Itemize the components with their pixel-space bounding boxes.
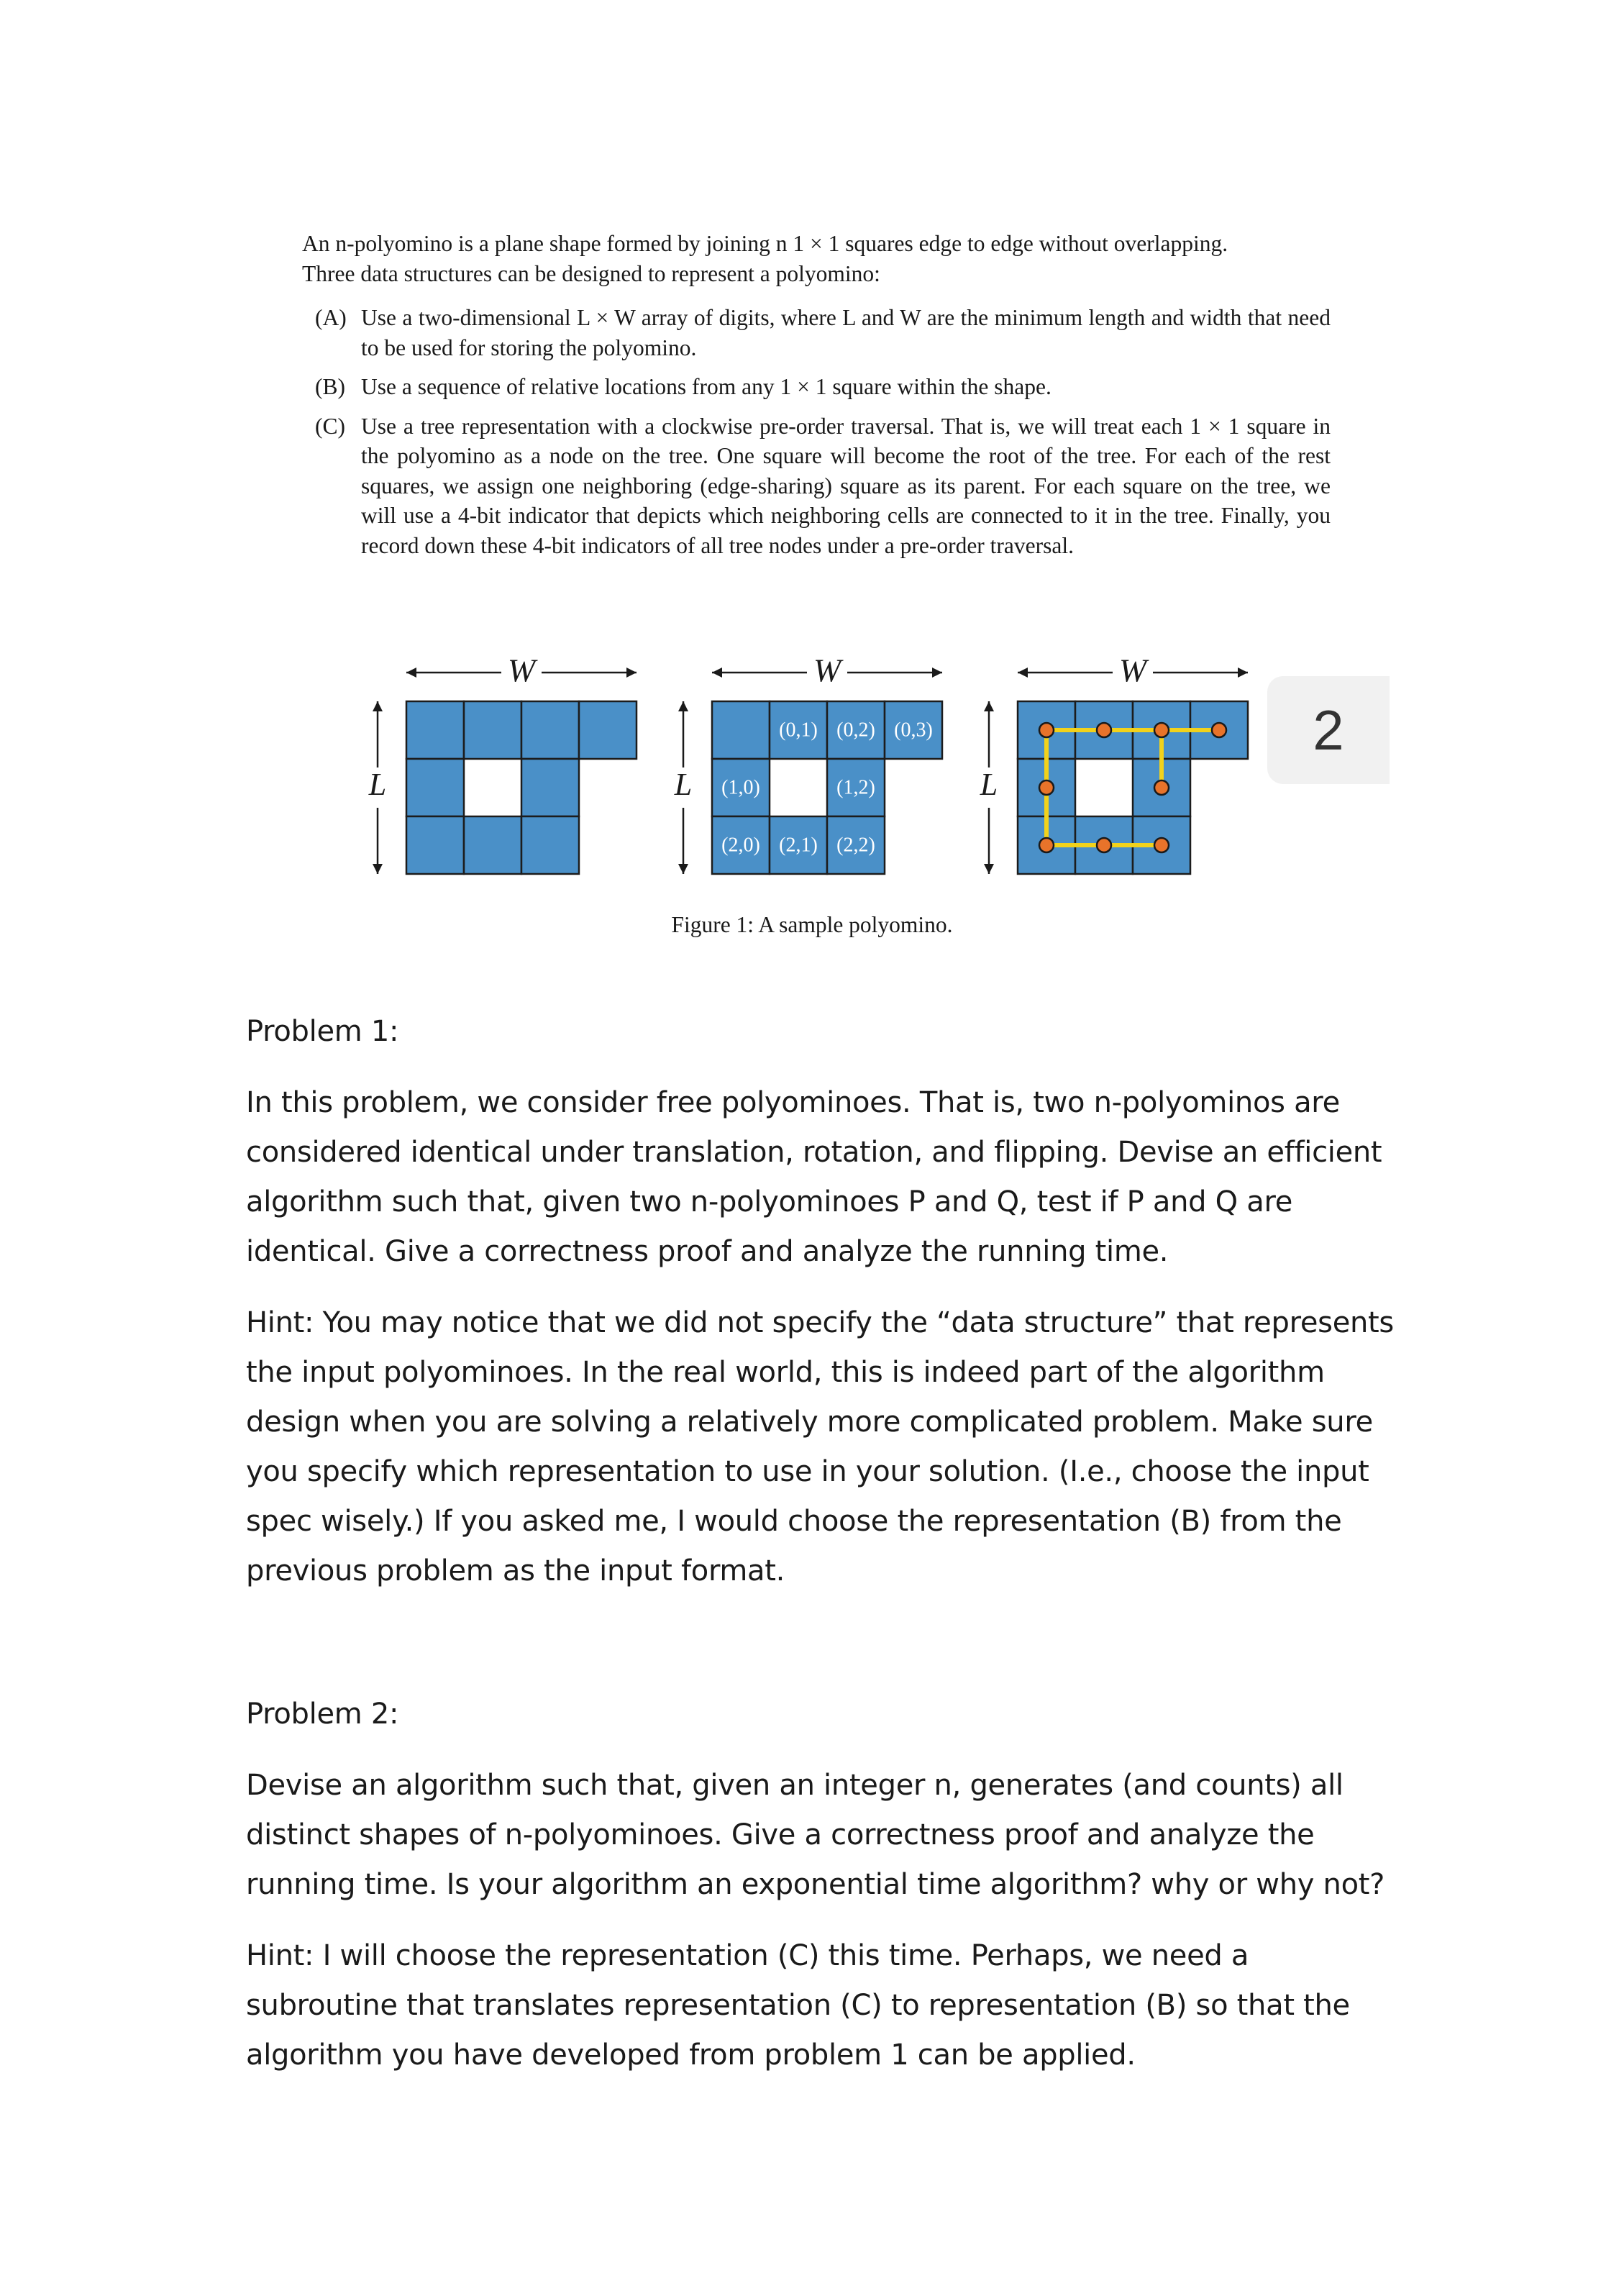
problem-2-hint-line: subroutine that translates representation (C) to representation (B) so that the [246,1989,1350,2022]
arrowhead [932,668,942,678]
problem-1-hint-line: the input polyominoes. In the real world, this is indeed part of the algorithm [246,1356,1325,1389]
problem-1-hint-line: design when you are solving a relatively more complicated problem. Make sure [246,1406,1373,1439]
tree-node [1039,723,1054,737]
tree-node [1212,723,1226,737]
polyomino-cell [521,701,579,759]
problem-2-hint [246,1931,1397,2080]
problem-1-hint-line: spec wisely.) If you asked me, I would choose the representation (B) from the [246,1505,1342,1538]
arrowhead [1238,668,1248,678]
intro-line-1: An n-polyomino is a plane shape formed by joining n 1 × 1 squares edge to edge without overlapping. [302,231,1228,256]
tree-node [1097,723,1111,737]
option-c [302,411,1331,561]
cell-coordinate-label: (2,1) [779,834,818,857]
polyomino-cell [521,816,579,874]
arrowhead [712,668,722,678]
polyomino-cell [406,816,464,874]
problem-1-line: identical. Give a correctness proof and analyze the running time. [246,1235,1169,1268]
problem-2-line: running time. Is your algorithm an exponential time algorithm? why or why not? [246,1868,1385,1901]
arrowhead [406,668,416,678]
cell-coordinate-label: (2,2) [836,834,875,857]
problem-1-line: considered identical under translation, rotation, and flipping. Devise an efficient [246,1136,1382,1169]
option-c-text: Use a tree representation with a clockwise pre-order traversal. That is, we will treat each 1 × 1 square in the polyomino as a node on the tree. One square will become the root of the tree. For each of the rest squares, we assign one neighboring (edge-sharing) square as its parent. For each square on the tree, we will use a 4-bit indicator that depicts which neighboring cells are connected to it in the tree. Finally, you record down these 4-bit indicators of all tree nodes under a pre-order traversal. [361,413,1331,558]
polyomino-cell [521,759,579,816]
arrowhead [678,701,688,711]
option-b-text: Use a sequence of relative locations from any 1 × 1 square within the shape. [361,374,1052,399]
problems-body [246,1007,1397,2102]
cell-coordinate-label: (0,3) [894,719,933,742]
tree-node [1154,780,1169,795]
arrowhead [678,864,688,874]
problem-1-hint-line: previous problem as the input format. [246,1554,785,1587]
option-a-label: (A) [315,305,347,330]
polyomino-cell [406,759,464,816]
tree-node [1154,838,1169,852]
option-list [302,303,1331,560]
width-label: W [1118,652,1147,689]
problem-2-heading: Problem 2: [246,1698,399,1731]
polyomino-cell [464,816,521,874]
cell-coordinate-label: (0,1) [779,719,818,742]
problem-statement [302,229,1331,570]
width-label: W [813,652,841,689]
length-label: L [980,767,998,803]
problem-1-hint [246,1298,1397,1596]
option-a-text: Use a two-dimensional L × W array of digits, where L and W are the minimum length and width that need to be used for storing the polyomino. [361,305,1331,360]
problem-1-heading: Problem 1: [246,1015,399,1048]
arrowhead [373,864,383,874]
arrowhead [984,701,994,711]
arrowhead [1018,668,1028,678]
cell-coordinate-label: (0,2) [836,719,875,742]
polyomino-cell [406,701,464,759]
length-label: L [368,767,387,803]
width-label: W [507,652,536,689]
page-number-badge: 2 [1267,676,1390,784]
figure-caption: Figure 1: A sample polyomino. [671,912,953,937]
problem-1-line: algorithm such that, given two n-polyominoes P and Q, test if P and Q are [246,1185,1293,1218]
problem-2-line: Devise an algorithm such that, given an integer n, generates (and counts) all [246,1769,1344,1802]
option-a [302,303,1331,363]
polyomino-cell [712,701,770,759]
tree-node [1097,838,1111,852]
problem-1-statement [246,1078,1397,1277]
cell-coordinate-label: (2,0) [721,834,760,857]
tree-node [1039,780,1054,795]
polyomino-cell [579,701,637,759]
arrowhead [626,668,637,678]
intro-line-2: Three data structures can be designed to represent a polyomino: [302,260,880,286]
tree-node [1154,723,1169,737]
option-b-label: (B) [315,374,345,399]
cell-coordinate-label: (1,0) [721,776,760,799]
tree-node [1039,838,1054,852]
problem-1-line: In this problem, we consider free polyominoes. That is, two n-polyominos are [246,1086,1340,1119]
problem-2-line: distinct shapes of n-polyominoes. Give a correctness proof and analyze the [246,1818,1315,1851]
problem-2-hint-line: algorithm you have developed from problem 1 can be applied. [246,2038,1136,2072]
length-label: L [674,767,693,803]
arrowhead [984,864,994,874]
problem-2-statement [246,1761,1397,1910]
problem-2-hint-line: Hint: I will choose the representation (C) this time. Perhaps, we need a [246,1939,1249,1972]
problem-1-hint-line: Hint: You may notice that we did not specify the “data structure” that represents [246,1306,1394,1339]
problem-1-hint-line: you specify which representation to use in your solution. (I.e., choose the input [246,1455,1369,1488]
polyomino-cell [464,701,521,759]
option-c-label: (C) [315,413,345,439]
arrowhead [373,701,383,711]
cell-coordinate-label: (1,2) [836,776,875,799]
option-b [302,372,1331,402]
